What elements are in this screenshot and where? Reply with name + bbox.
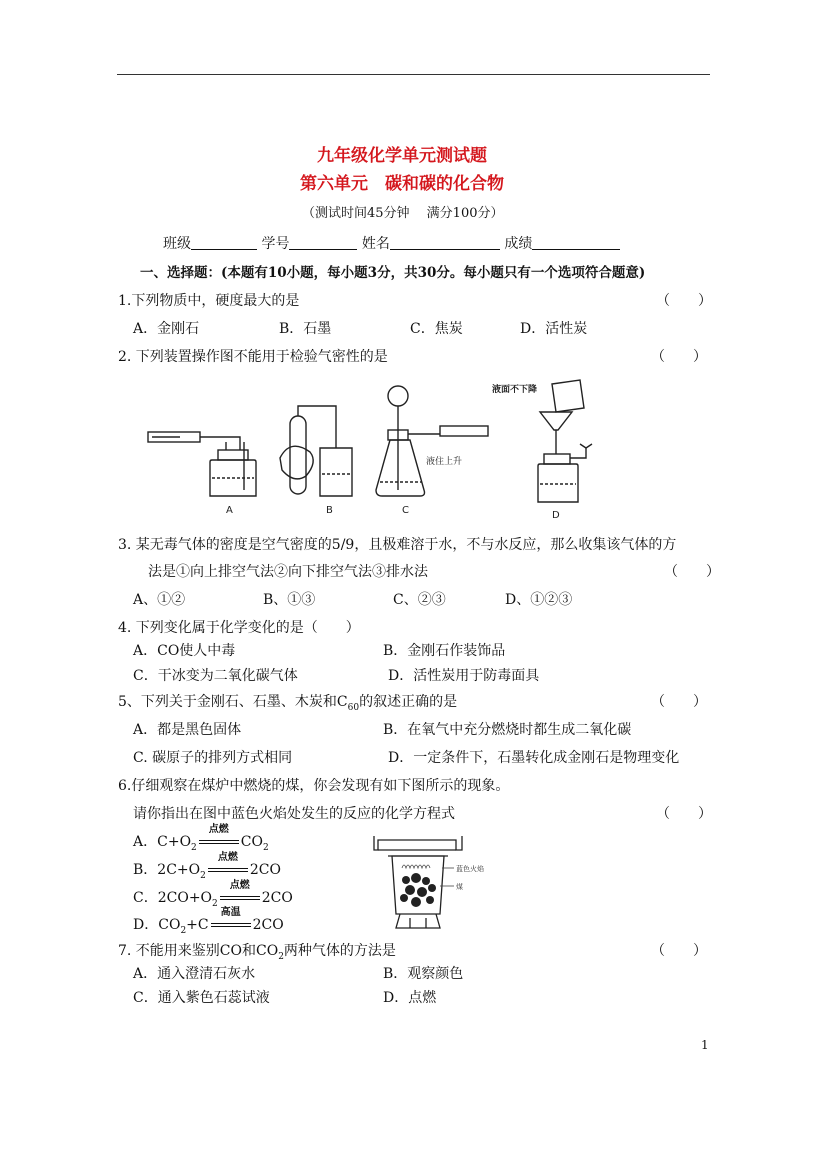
reaction-arrow: 高温 [209,916,253,934]
section1-heading: 一、选择题：(本题有10小题，每小题3分，共30分。每小题只有一个选项符合题意) [140,265,646,281]
bottle-d [538,464,578,502]
fig-label-a: A [226,505,233,516]
score-label: 成绩 [504,236,533,252]
fig-label-c: C [402,505,409,516]
page-number: 1 [701,1038,709,1052]
q7-stem-pre: 7. 不能用来鉴别CO和CO [118,943,279,959]
q7-stem [118,942,396,966]
q6-stem-line2: 请你指出在图中蓝色火焰处发生的反应的化学方程式 [133,806,455,822]
q1-answer-paren[interactable]: （ ） [656,293,712,309]
page-subtitle: 第六单元 碳和碳的化合物 [300,174,504,194]
score-blank[interactable] [532,235,620,250]
label-coal: 煤 [456,883,463,891]
number-label: 学号 [261,236,290,252]
pour-beaker-d [552,380,584,412]
q6-option-a: A．$C+O_2$ 点燃 $CO_2$ [133,824,269,853]
reaction-arrow: 点燃 [218,889,262,907]
q4-option-a: A．CO使人中毒 [133,643,236,659]
q5-stem-pre: 5、下列关于金刚石、石墨、木炭和C [118,694,348,710]
q1-stem: 1.下列物质中，硬度最大的是 [118,293,300,309]
q3-answer-paren[interactable]: （ ） [664,564,720,580]
beaker-b [320,448,352,496]
q2-answer-paren[interactable]: （ ） [651,349,707,365]
q7-stem-sub: 2 [278,951,284,962]
name-label: 姓名 [361,236,390,252]
q3-option-b: B、①③ [263,592,316,608]
fig-note-d: 液面不下降 [492,385,538,395]
q1-option-d: D．活性炭 [520,321,588,337]
q1-option-b: B．石墨 [279,321,332,337]
q6-option-b: B．$2C+O_2$ 点燃 2CO [133,852,281,881]
q3-stem-line1: 3. 某无毒气体的密度是空气密度的5/9，且极难溶于水，不与水反应，那么收集该气体的方 [118,537,677,553]
number-blank[interactable] [289,235,357,250]
q4-option-b: B．金刚石作装饰品 [383,643,506,659]
q7-option-d: D．点燃 [383,990,437,1006]
q4-option-c: C．干冰变为二氧化碳气体 [133,668,298,684]
q5-stem [118,693,457,717]
q6-stem-line1: 6.仔细观察在煤炉中燃烧的煤，你会发现有如下图所示的现象。 [118,778,510,794]
q5-answer-paren[interactable]: （ ） [651,694,707,710]
test-meta: （测试时间45分钟 满分100分） [302,206,504,221]
q5-option-b: B．在氧气中充分燃烧时都生成二氧化碳 [383,722,632,738]
fig-label-b: B [326,505,333,516]
q3-option-a: A、①② [133,592,186,608]
flask-c [376,440,425,496]
class-label: 班级 [163,236,191,252]
coal-stove-figure [370,832,510,932]
q5-option-d: D．一定条件下，石墨转化成金刚石是物理变化 [388,750,680,766]
q3-option-d: D、①②③ [505,592,573,608]
syringe-c [440,426,488,436]
fig-label-d: D [552,510,560,521]
q7-option-c: C．通入紫色石蕊试液 [133,990,270,1006]
q5-option-a: A．都是黑色固体 [133,722,242,738]
class-blank[interactable] [191,235,257,250]
q4-stem: 4. 下列变化属于化学变化的是（ ） [118,620,360,636]
q2-stem: 2. 下列装置操作图不能用于检验气密性的是 [118,349,388,365]
q4-option-d: D．活性炭用于防毒面具 [388,668,540,684]
reaction-arrow: 点燃 [206,861,250,879]
info-fields [163,235,620,253]
name-blank[interactable] [390,235,500,250]
q7-stem-post: 两种气体的方法是 [283,943,396,959]
q6-answer-paren[interactable]: （ ） [656,806,712,822]
fig-note-c: 液住上升 [426,457,463,467]
q5-stem-post: 的叙述正确的是 [359,694,458,710]
q1-option-c: C．焦炭 [410,321,463,337]
q7-option-a: A．通入澄清石灰水 [133,966,256,982]
q7-answer-paren[interactable]: （ ） [651,943,707,959]
q3-option-c: C、②③ [393,592,446,608]
q2-apparatus-figure [140,378,610,526]
q5-option-c: C. 碳原子的排列方式相同 [133,750,293,766]
label-blue-flame: 蓝色火焰 [456,865,484,873]
q1-option-a: A．金刚石 [133,321,200,337]
q5-stem-sub: 60 [347,702,360,713]
q7-option-b: B．观察颜色 [383,966,464,982]
q3-stem-line2: 法是①向上排空气法②向下排空气法③排水法 [148,564,428,580]
top-rule [117,74,710,75]
q6-option-c: C．$2CO+O_2$ 点燃 2CO [133,880,293,909]
page-title: 九年级化学单元测试题 [317,146,487,166]
q6-option-d: D．$CO_2+C$ 高温 2CO [133,907,284,936]
reaction-arrow: 点燃 [197,833,241,851]
